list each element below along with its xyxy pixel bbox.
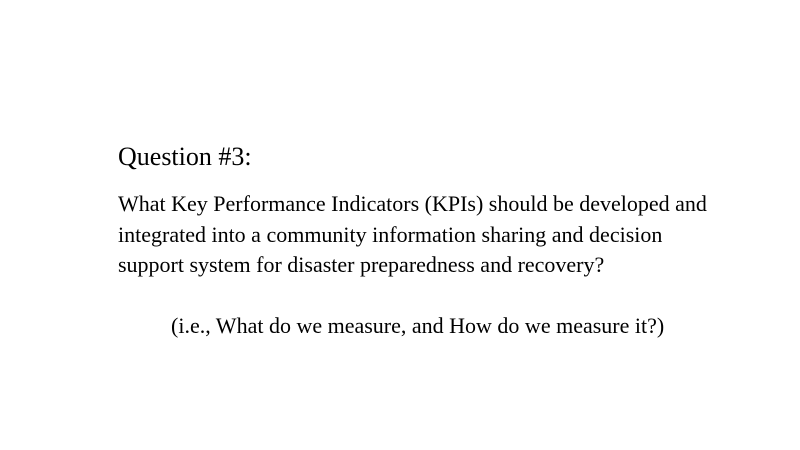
- slide-heading: Question #3:: [118, 142, 252, 171]
- question-text: [118, 189, 758, 281]
- question-line: support system for disaster preparedness and recovery?: [118, 252, 605, 277]
- clarification-text: (i.e., What do we measure, and How do we measure it?): [171, 313, 665, 338]
- question-line: integrated into a community information sharing and decision: [118, 221, 663, 247]
- question-line: What Key Performance Indicators (KPIs) should be developed and: [118, 191, 707, 216]
